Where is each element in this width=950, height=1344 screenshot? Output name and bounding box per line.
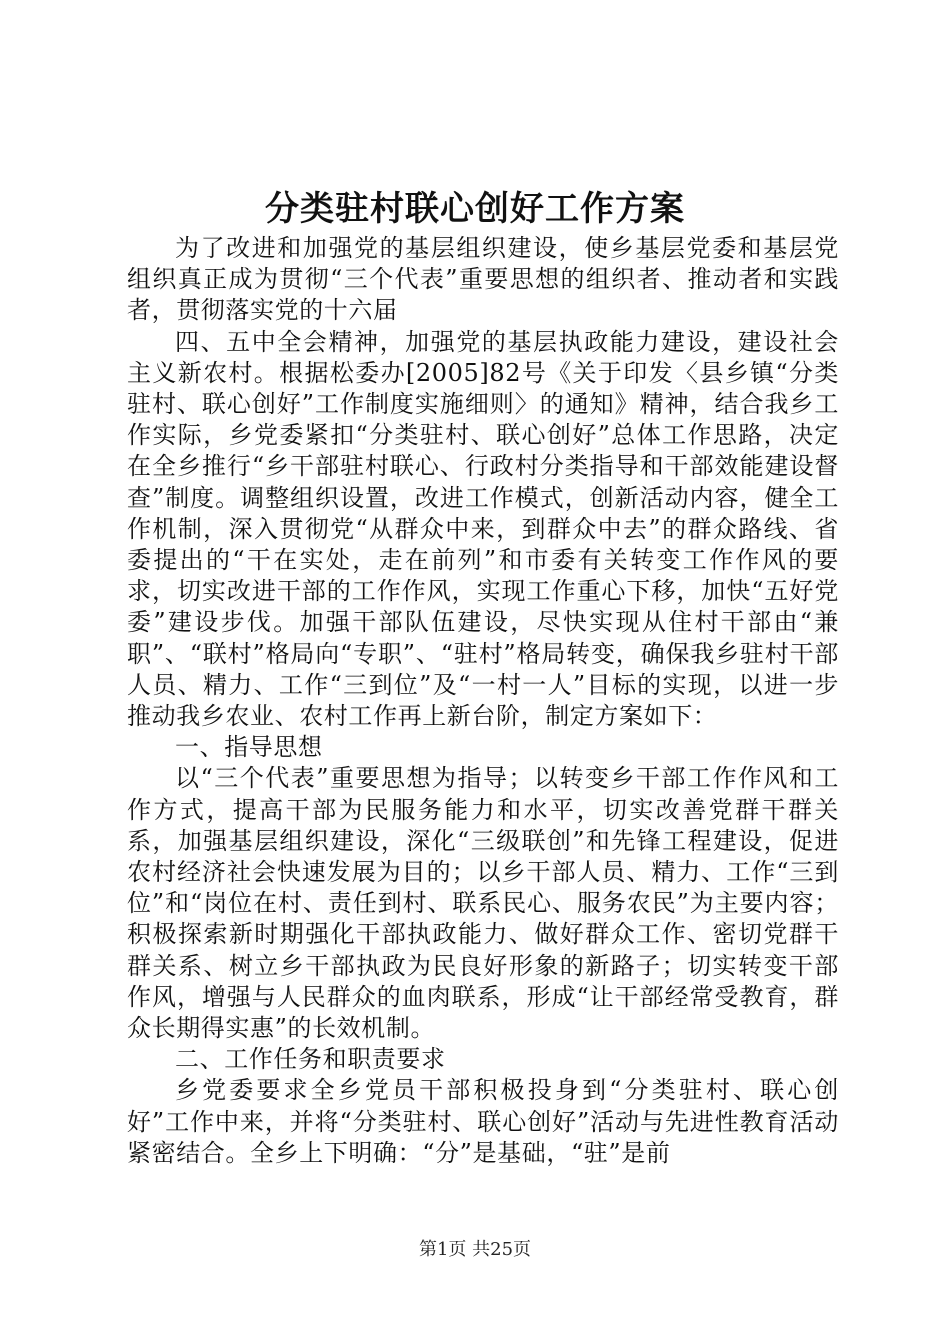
- paragraph-guiding-thought: 以“三个代表”重要思想为指导；以转变乡干部工作作风和工作方式，提高干部为民服务能力和水平，切实改善党群干群关系，加强基层组织建设，深化“三级联创”和先锋工程建设，促进农村经济社会快速发展为目的；以乡干部人员、精力、工作“三到位”和“岗位在村、责任到村、联系民心、服务农民”为主要内容；积极探索新时期强化干部执政能力、做好群众工作、密切党群干群关系、树立乡干部执政为民良好形象的新路子；切实转变干部作风，增强与人民群众的血肉联系，形成“让干部经常受教育，群众长期得实惠”的长效机制。: [127, 764, 839, 1043]
- paragraph-tasks: 乡党委要求全乡党员干部积极投身到“分类驻村、联心创好”工作中来，并将“分类驻村、联心创好”活动与先进性教育活动紧密结合。全乡上下明确：“分”是基础，“驻”是前: [127, 1076, 839, 1167]
- document-title: 分类驻村联心创好工作方案: [265, 189, 685, 229]
- paragraph-background: 四、五中全会精神，加强党的基层执政能力建设，建设社会主义新农村。根据松委办[2005]82号《关于印发〈县乡镇“分类驻村、联心创好”工作制度实施细则〉的通知》精神，结合我乡工作实际，乡党委紧扣“分类驻村、联心创好”总体工作思路，决定在全乡推行“乡干部驻村联心、行政村分类指导和干部效能建设督查”制度。调整组织设置，改进工作模式，创新活动内容，健全工作机制，深入贯彻党“从群众中来，到群众中去”的群众路线、省委提出的“干在实处，走在前列”和市委有关转变工作作风的要求，切实改进干部的工作作风，实现工作重心下移，加快“五好党委”建设步伐。加强干部队伍建设，尽快实现从住村干部由“兼职”、“联村”格局向“专职”、“驻村”格局转变，确保我乡驻村干部人员、精力、工作“三到位”及“一村一人”目标的实现，以进一步推动我乡农业、农村工作再上新台阶，制定方案如下：: [127, 327, 839, 731]
- section-heading-tasks: 二、工作任务和职责要求: [175, 1045, 446, 1074]
- paragraph-intro: 为了改进和加强党的基层组织建设，使乡基层党委和基层党组织真正成为贯彻“三个代表”重要思想的组织者、推动者和实践者，贯彻落实党的十六届: [127, 234, 839, 325]
- page-number-footer: 第1页 共25页: [418, 1239, 532, 1260]
- document-body: [127, 233, 839, 1169]
- section-heading-guiding-thought: 一、指导思想: [175, 733, 323, 762]
